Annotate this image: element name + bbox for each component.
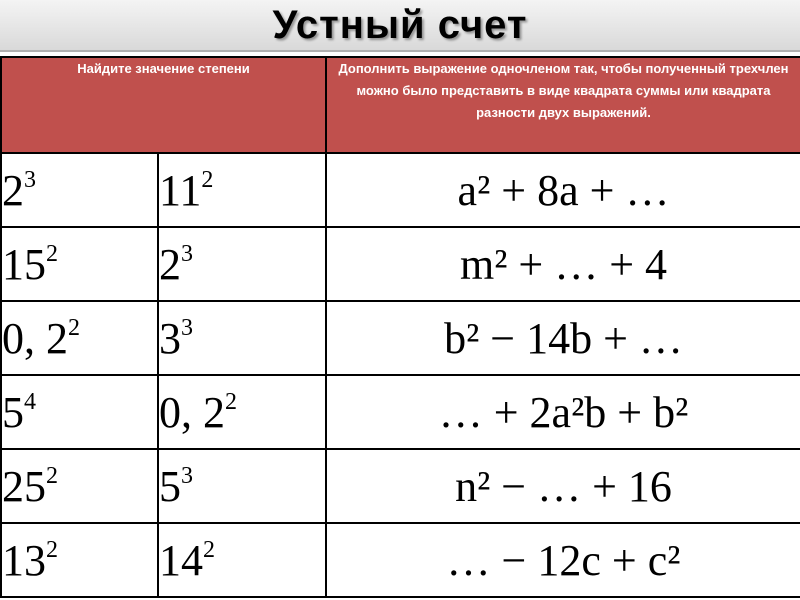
power-base: 11: [159, 165, 202, 215]
power-exponent: 3: [181, 462, 193, 489]
table-row: [1, 301, 800, 375]
power-exponent: 2: [203, 536, 215, 563]
title-bar: [0, 0, 800, 52]
header-complete-expression: Дополнить выражение одночленом так, чтобы полученный трехчлен можно было представить в виде квадрата суммы или квадрата разности двух выражений.: [326, 57, 800, 153]
table-row: [1, 449, 800, 523]
power-exponent: 2: [225, 388, 237, 415]
power-cell: [1, 153, 158, 227]
power-exponent: 2: [46, 536, 58, 563]
power-base: 0, 2: [159, 387, 225, 437]
power-exponent: 3: [181, 240, 193, 267]
power-base: 15: [2, 239, 46, 289]
table-row: [1, 375, 800, 449]
power-base: 2: [2, 165, 24, 215]
table-header-row: [1, 57, 800, 153]
power-base: 3: [159, 313, 181, 363]
power-base: 13: [2, 535, 46, 585]
expression-cell: n² − … + 16: [326, 449, 800, 523]
power-base: 5: [159, 461, 181, 511]
expression-cell: a² + 8a + …: [326, 153, 800, 227]
header-powers: Найдите значение степени: [1, 57, 326, 153]
power-base: 14: [159, 535, 203, 585]
power-base: 25: [2, 461, 46, 511]
table-row: [1, 523, 800, 597]
power-cell: [1, 301, 158, 375]
power-cell: [1, 227, 158, 301]
expression-cell: … + 2a²b + b²: [326, 375, 800, 449]
power-base: 5: [2, 387, 24, 437]
power-cell: [158, 523, 326, 597]
power-cell: [158, 375, 326, 449]
exercise-table: [0, 56, 800, 598]
power-exponent: 3: [181, 314, 193, 341]
power-base: 2: [159, 239, 181, 289]
power-exponent: 4: [24, 388, 36, 415]
expression-cell: b² − 14b + …: [326, 301, 800, 375]
power-exponent: 2: [201, 166, 214, 193]
power-cell: [1, 449, 158, 523]
power-cell: [158, 449, 326, 523]
power-cell: [158, 301, 326, 375]
page-title: Устный счет: [272, 3, 528, 47]
power-exponent: 2: [68, 314, 80, 341]
power-cell: [158, 153, 326, 227]
power-exponent: 3: [24, 166, 36, 193]
table-row: [1, 153, 800, 227]
power-cell: [1, 375, 158, 449]
power-base: 0, 2: [2, 313, 68, 363]
power-exponent: 2: [46, 462, 58, 489]
power-exponent: 2: [46, 240, 58, 267]
table-row: [1, 227, 800, 301]
expression-cell: … − 12c + c²: [326, 523, 800, 597]
power-cell: [158, 227, 326, 301]
power-cell: [1, 523, 158, 597]
expression-cell: m² + … + 4: [326, 227, 800, 301]
